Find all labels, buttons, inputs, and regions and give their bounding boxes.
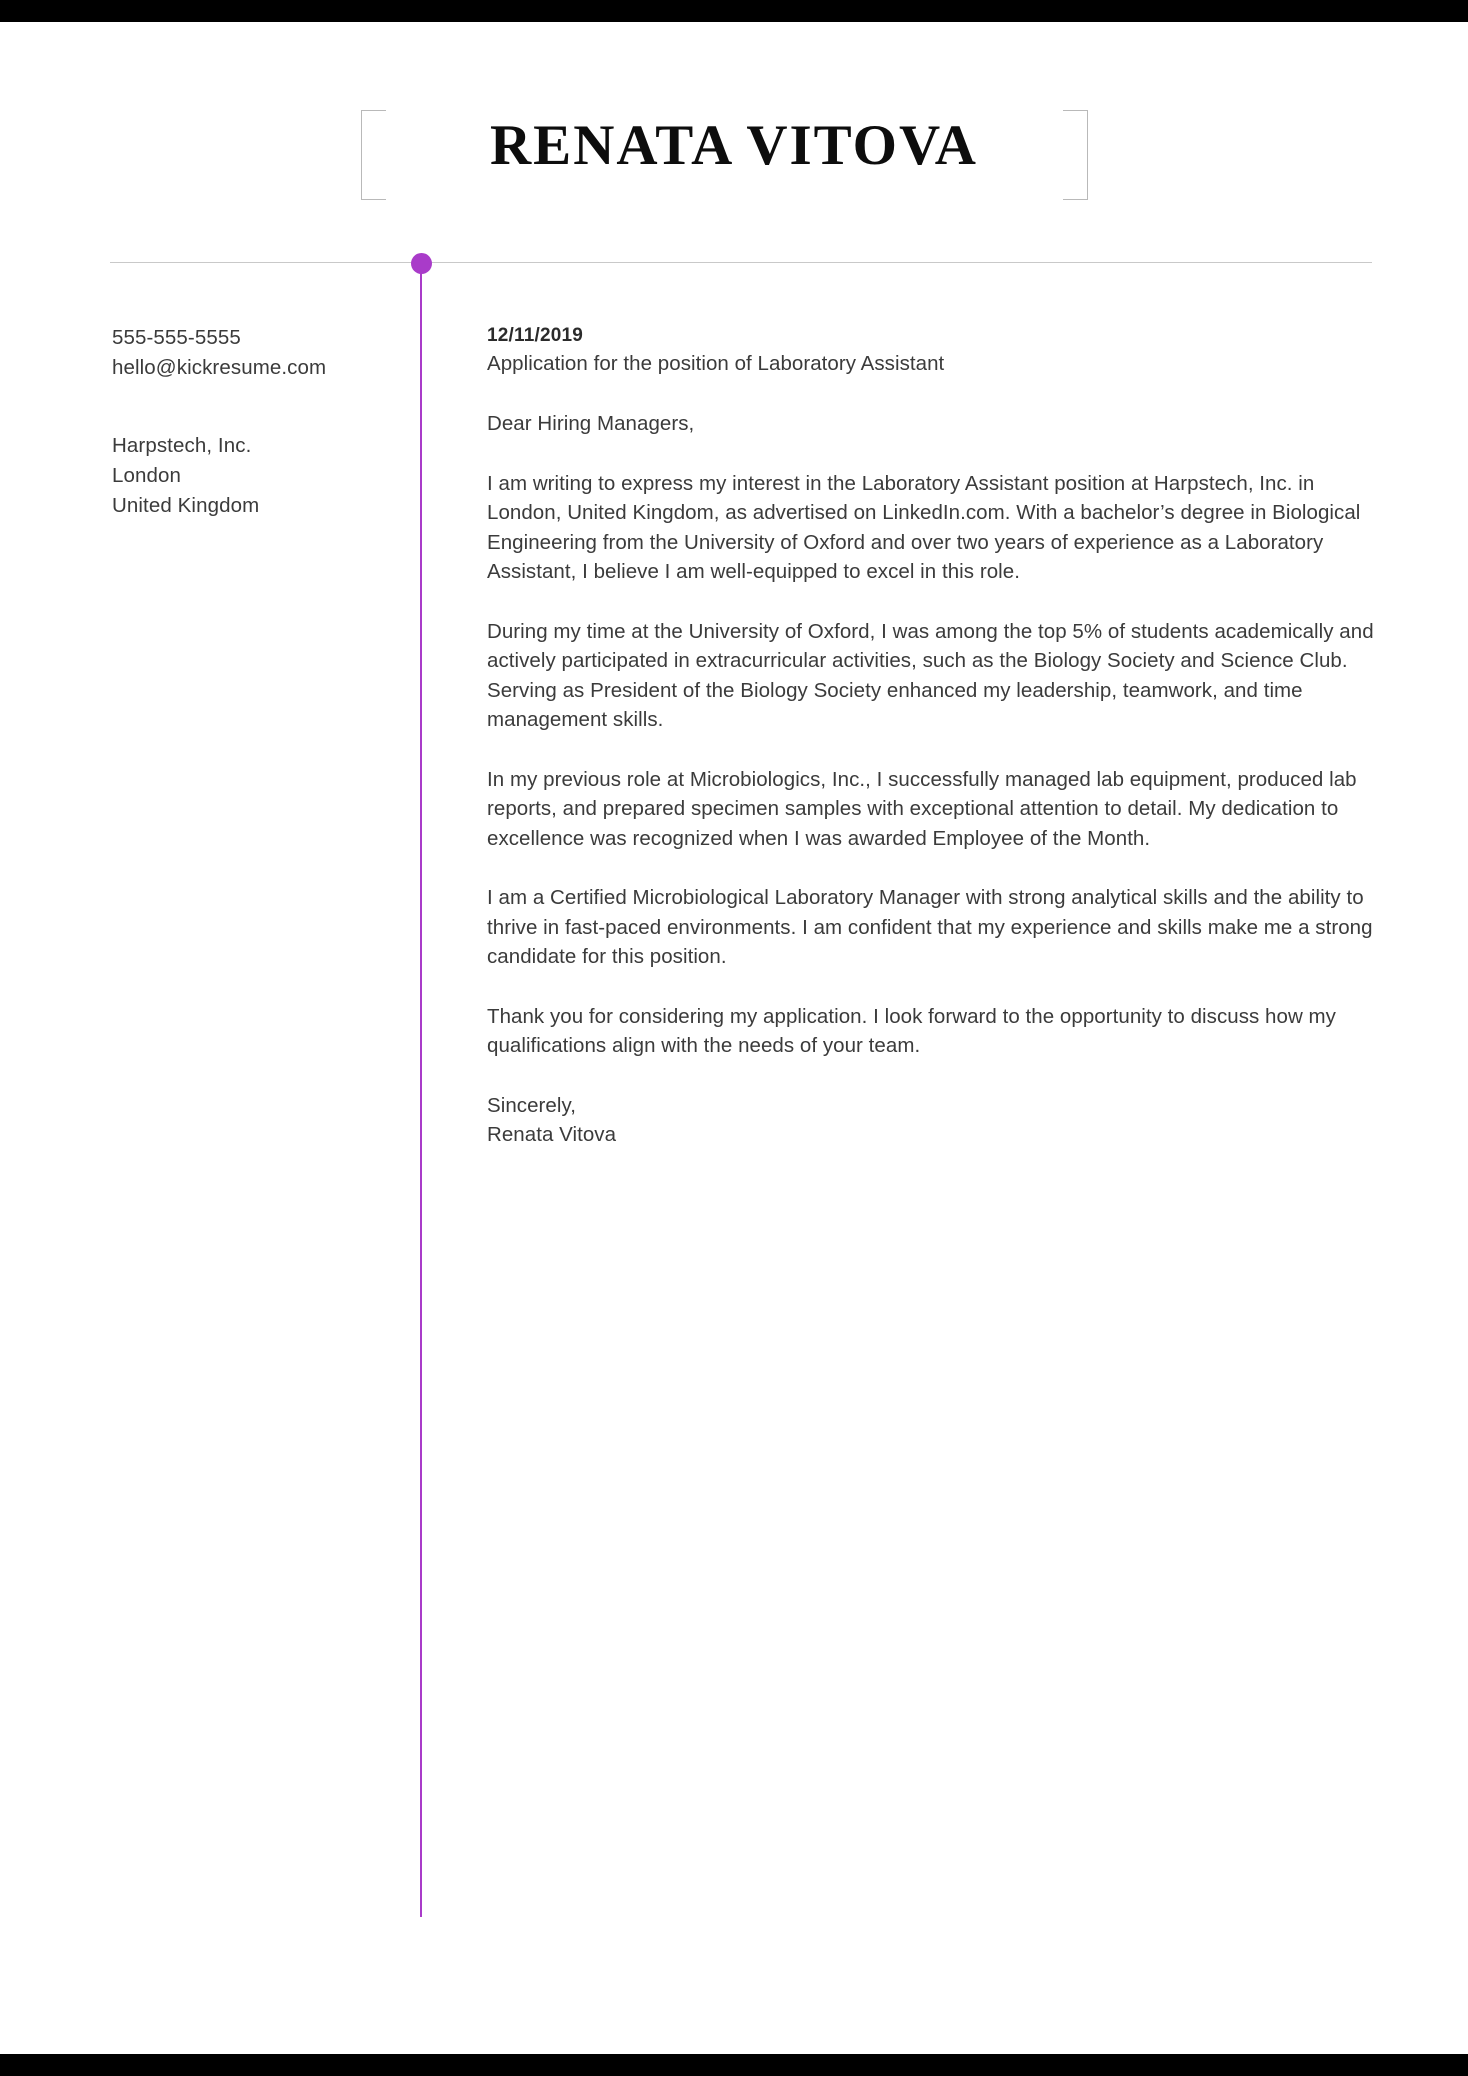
letter-closing: Sincerely, — [487, 1093, 576, 1117]
letter-paragraph: I am writing to express my interest in the Laboratory Assistant position at Harpstech, Inc. in London, United Kingdom, as advertised on LinkedIn.com. With a bachelor’s degree in Biological Engineering from the University of Oxford and over two years of experience as a Laboratory Assistant, I believe I am well-equipped to excel in this role. — [487, 471, 1361, 583]
letter-body-column — [487, 323, 1377, 1150]
top-black-bar — [0, 0, 1468, 22]
header-divider-rule — [110, 262, 1372, 263]
spacer — [487, 379, 1377, 409]
recipient-company: Harpstech, Inc. — [112, 434, 252, 457]
letter-salutation: Dear Hiring Managers, — [487, 412, 695, 435]
letter-paragraph: In my previous role at Microbiologics, Inc., I successfully managed lab equipment, produced lab reports, and prepared specimen samples with exceptional attention to detail. My dedication to excellence was recognized when I was awarded Employee of the Month. — [487, 767, 1357, 850]
spacer — [487, 853, 1377, 883]
accent-vertical-line — [420, 263, 422, 1917]
letter-paragraph: During my time at the University of Oxford, I was among the top 5% of students academically and actively participated in extracurricular activities, such as the Biology Society and Science Club. Serving as President of the Biology Society enhanced my leadership, teamwork, and time management skills. — [487, 619, 1374, 731]
page-title: RENATA VITOVA — [490, 114, 978, 177]
letter-signature: Renata Vitova — [487, 1123, 617, 1146]
sidebar-contact-column — [112, 323, 382, 521]
contact-phone: 555-555-5555 — [112, 326, 241, 349]
contact-email: hello@kickresume.com — [112, 356, 327, 379]
recipient-address-block — [112, 431, 382, 521]
letter-date: 12/11/2019 — [487, 325, 584, 346]
letter-paragraph: I am a Certified Microbiological Laboratory Manager with strong analytical skills and the ability to thrive in fast-paced environments. I am confident that my experience and skills make me a strong candidate for this position. — [487, 886, 1373, 968]
recipient-city: London — [112, 464, 182, 487]
letter-subject: Application for the position of Laboratory Assistant — [487, 352, 945, 375]
spacer — [487, 587, 1377, 617]
letter-paragraph: Thank you for considering my application. I look forward to the opportunity to discuss how my qualifications align with the needs of your team. — [487, 1004, 1336, 1057]
recipient-country: United Kingdom — [112, 494, 260, 517]
accent-dot — [411, 253, 432, 274]
header — [0, 96, 1468, 206]
spacer — [487, 439, 1377, 469]
contact-block — [112, 323, 382, 383]
spacer — [487, 1061, 1377, 1091]
bottom-black-bar — [0, 2054, 1468, 2076]
spacer — [487, 735, 1377, 765]
spacer — [487, 972, 1377, 1002]
